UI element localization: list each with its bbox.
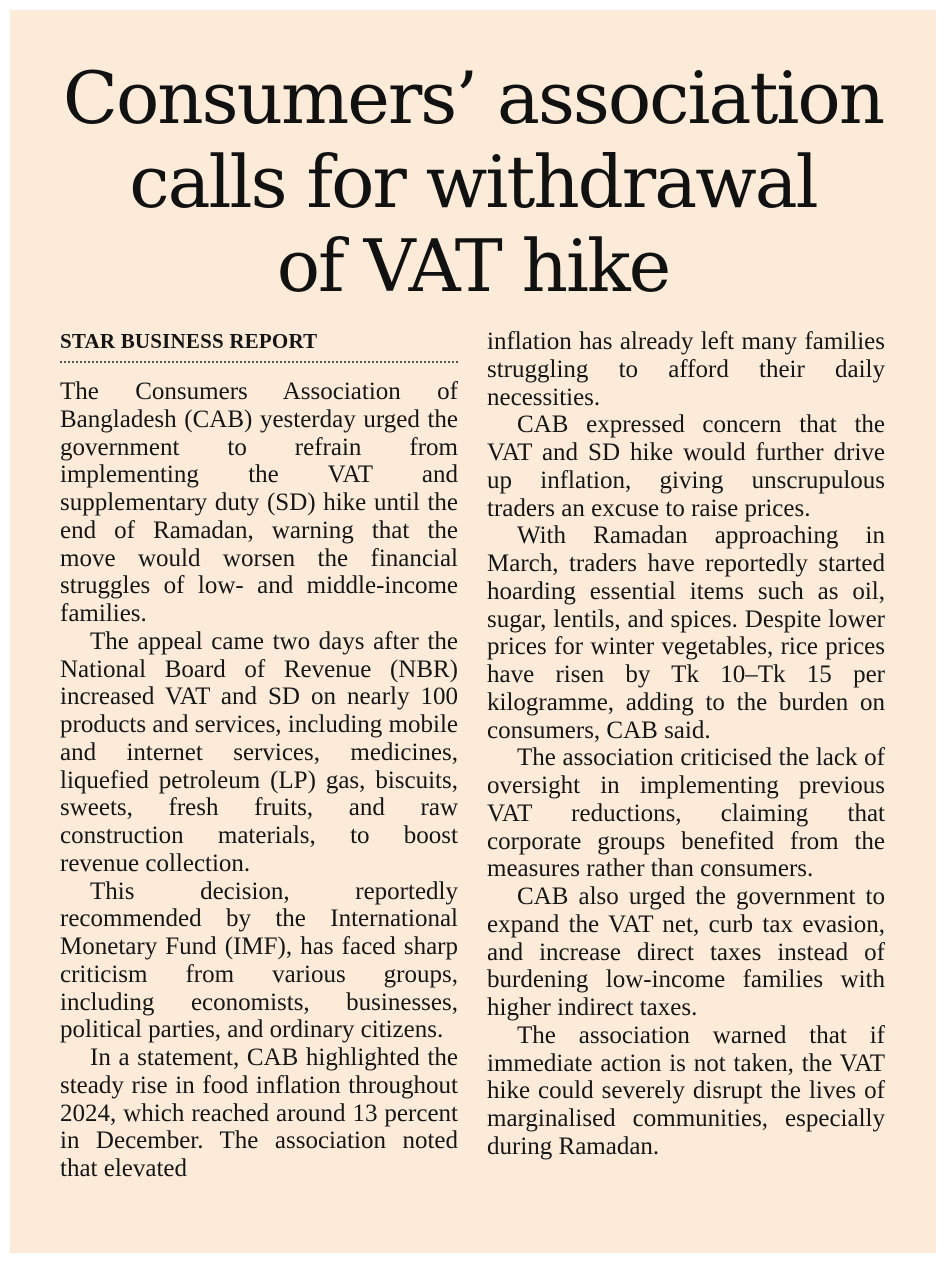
article-paragraph: With Ramadan approaching in March, traders have reportedly started hoarding essential items such as oil, sugar, lentils, and spices. Despite lower prices for winter vegetables, rice prices have risen by Tk 10–Tk 15 per kilogramme, adding to the burden on consumers, CAB said. (487, 522, 885, 744)
article-paragraph-continued: inflation has already left many families struggling to afford their daily necessities. (487, 328, 885, 411)
article-column-right (487, 328, 885, 1161)
article-paragraph: The association criticised the lack of oversight in implementing previous VAT reductions, claiming that corporate groups benefited from the measures rather than consumers. (487, 744, 885, 883)
article-paragraph: In a statement, CAB highlighted the steady rise in food inflation throughout 2024, which reached around 13 percent in December. The association noted that elevated (60, 1044, 458, 1182)
headline-line-3: of VAT hike (276, 224, 670, 308)
byline: STAR BUSINESS REPORT (60, 328, 458, 363)
headline (10, 56, 936, 308)
article-paragraph: This decision, reportedly recommended by the International Monetary Fund (IMF), has faced sharp criticism from various groups, including economists, businesses, political parties, and ordinary citizens. (60, 877, 458, 1044)
headline-line-2: calls for withdrawal (129, 140, 817, 224)
article-paragraph: CAB expressed concern that the VAT and SD hike would further drive up inflation, giving unscrupulous traders an excuse to raise prices. (487, 411, 885, 522)
article-paragraph: CAB also urged the government to expand the VAT net, curb tax evasion, and increase direct taxes instead of burdening low-income families with higher indirect taxes. (487, 883, 885, 1021)
article-paragraph: The appeal came two days after the National Board of Revenue (NBR) increased VAT and SD on nearly 100 products and services, including mobile and internet services, medicines, liquefied petroleum (LP) gas, biscuits, sweets, fresh fruits, and raw construction materials, to boost revenue collection. (60, 627, 458, 877)
article-paragraph: The association warned that if immediate action is not taken, the VAT hike could severely disrupt the lives of marginalised communities, especially during Ramadan. (487, 1021, 885, 1160)
article-paragraph: The Consumers Association of Bangladesh (CAB) yesterday urged the government to refrain from implementing the VAT and supplementary duty (SD) hike until the end of Ramadan, warning that the move would worsen the financial struggles of low- and middle-income families. (60, 378, 458, 627)
article-column-left (60, 328, 458, 1183)
news-clipping (10, 10, 936, 1253)
headline-line-1: Consumers’ association (62, 56, 884, 140)
